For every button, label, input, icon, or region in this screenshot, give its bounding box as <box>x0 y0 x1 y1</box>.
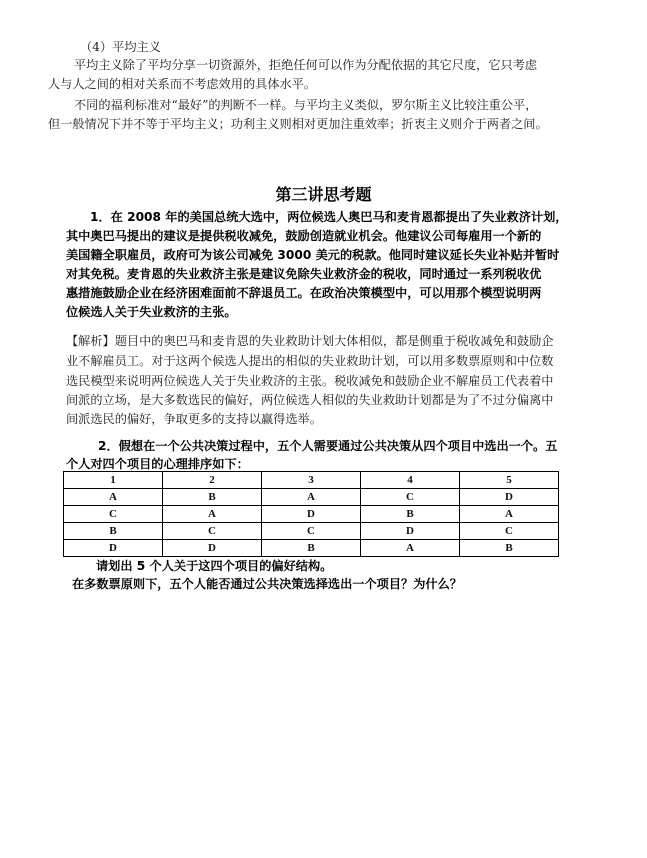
analysis-line: 间派的立场，是大多数选民的偏好，两位候选人相似的失业救助计划都是为了不过分偏离中 <box>66 393 554 407</box>
table-row <box>64 523 559 540</box>
analysis-line: 【解析】题目中的奥巴马和麦肯恩的失业救助计划大体相似，都是侧重于税收减免和鼓励企 <box>66 334 554 348</box>
table-cell: C <box>460 523 559 540</box>
question-2-line: 2．假想在一个公共决策过程中，五个人需要通过公共决策从四个项目中选出一个。五 <box>98 439 558 453</box>
table-cell: A <box>64 489 163 506</box>
table-header-cell: 5 <box>460 472 559 489</box>
question-1-line: 1．在 2008 年的美国总统大选中，两位候选人奥巴马和麦肯恩都提出了失业救济计划， <box>90 210 568 224</box>
question-1-line: 其中奥巴马提出的建议是提供税收减免，鼓励创造就业机会。他建议公司每雇用一个新的 <box>66 229 542 243</box>
table-cell: C <box>163 523 262 540</box>
table-cell: B <box>64 523 163 540</box>
table-header-cell: 3 <box>262 472 361 489</box>
section-4-paragraph-2-line-1: 不同的福利标准对“最好”的判断不一样。与平均主义类似，罗尔斯主义比较注重公平， <box>74 98 538 112</box>
table-cell: A <box>262 489 361 506</box>
table-header-cell: 2 <box>163 472 262 489</box>
table-cell: B <box>460 540 559 557</box>
table-cell: C <box>262 523 361 540</box>
table-cell: B <box>361 506 460 523</box>
question-1-line: 惠措施鼓励企业在经济困难面前不辞退员工。在政治决策模型中，可以用那个模型说明两 <box>66 286 542 300</box>
table-header-cell: 4 <box>361 472 460 489</box>
section-4-paragraph-2-line-2: 但一般情况下并不等于平均主义；功利主义则相对更加注重效率；折衷主义则介于两者之间。 <box>48 117 548 131</box>
section-4-paragraph-1-line-2: 人与人之间的相对关系而不考虑效用的具体水平。 <box>48 77 317 91</box>
table-cell: B <box>163 489 262 506</box>
table-cell: A <box>163 506 262 523</box>
table-row <box>64 540 559 557</box>
table-cell: D <box>262 506 361 523</box>
table-row <box>64 489 559 506</box>
question-1-line: 美国籍全职雇员，政府可为该公司减免 3000 美元的税款。他同时建议延长失业补贴并暂时 <box>66 248 560 262</box>
question-2-prompt: 在多数票原则下，五个人能否通过公共决策选择选出一个项目？为什么？ <box>72 577 462 591</box>
table-cell: D <box>361 523 460 540</box>
page-title: 第三讲思考题 <box>275 185 372 204</box>
question-1-line: 对其免税。麦肯恩的失业救济主张是建议免除失业救济金的税收，同时通过一系列税收优 <box>66 267 542 281</box>
table-header-cell: 1 <box>64 472 163 489</box>
table-cell: A <box>460 506 559 523</box>
table-cell: D <box>460 489 559 506</box>
preference-table <box>63 471 559 557</box>
table-cell: C <box>64 506 163 523</box>
table-header-row <box>64 472 559 489</box>
table-cell: A <box>361 540 460 557</box>
analysis-line: 间派选民的偏好，争取更多的支持以赢得选举。 <box>66 412 322 426</box>
table-row <box>64 506 559 523</box>
section-4-paragraph-1-line-1: 平均主义除了平均分享一切资源外，拒绝任何可以作为分配依据的其它尺度，它只考虑 <box>74 58 538 72</box>
section-4-heading: （4）平均主义 <box>80 40 161 54</box>
table-cell: B <box>262 540 361 557</box>
analysis-line: 选民模型来说明两位候选人关于失业救济的主张。税收减免和鼓励企业不解雇员工代表着中 <box>66 374 554 388</box>
table-cell: C <box>361 489 460 506</box>
analysis-line: 业不解雇员工。对于这两个候选人提出的相似的失业救助计划，可以用多数票原则和中位数 <box>66 354 554 368</box>
table-cell: D <box>163 540 262 557</box>
question-2-line: 个人对四个项目的心理排序如下： <box>66 457 249 471</box>
question-1-line: 位候选人关于失业救济的主张。 <box>66 305 237 319</box>
question-2-instruction: 请划出 5 个人关于这四个项目的偏好结构。 <box>96 559 333 573</box>
table-cell: D <box>64 540 163 557</box>
